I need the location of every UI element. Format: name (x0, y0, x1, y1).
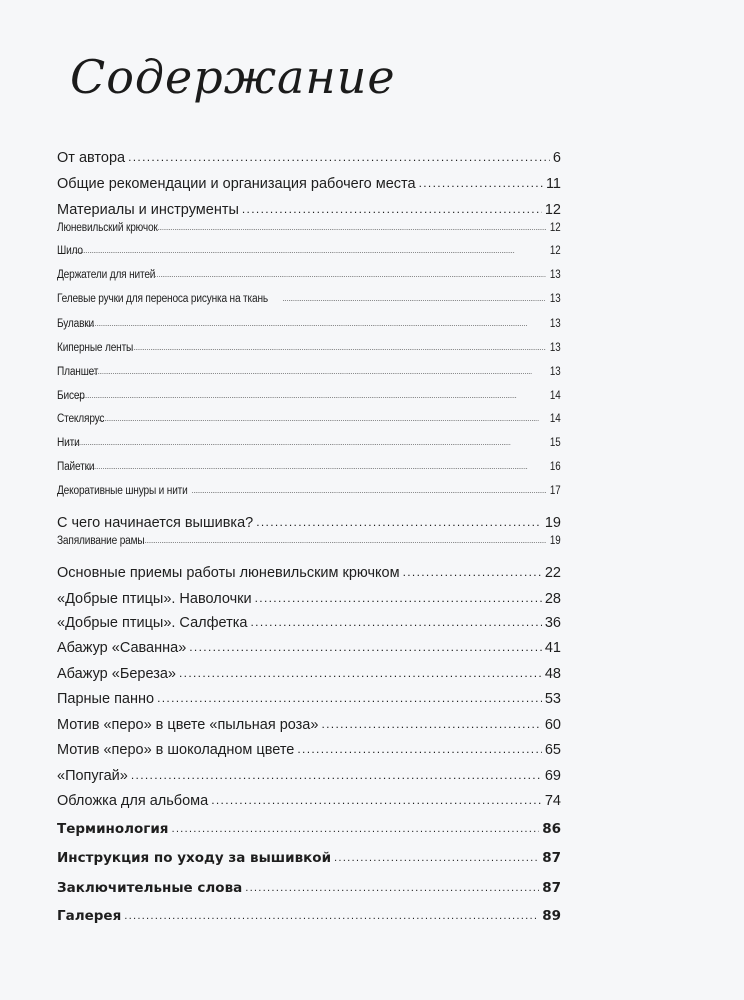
dot-leader (157, 225, 545, 232)
toc-entry-title: «Добрые птицы». Наволочки (57, 591, 252, 607)
toc-entry-title: Пайетки (57, 461, 95, 473)
dot-leader (250, 615, 541, 629)
toc-entry-page: 14 (549, 390, 561, 402)
toc-entry (57, 793, 561, 809)
page-title: Содержание (70, 50, 396, 104)
toc-entry (57, 742, 561, 758)
toc-entry-title: Галерея (57, 908, 122, 924)
dot-leader (157, 691, 542, 705)
dot-leader (245, 883, 539, 894)
toc-entry (57, 591, 561, 607)
toc-entry-title: «Попугай» (57, 768, 128, 784)
toc-entry-title: Шило (57, 245, 83, 257)
toc-entry-page: 60 (544, 717, 561, 733)
toc-entry-page: 69 (544, 768, 561, 784)
toc-entry (57, 717, 561, 733)
toc-entry (57, 366, 561, 378)
toc-entry-title: «Добрые птицы». Салфетка (57, 615, 248, 631)
dot-leader (255, 591, 542, 605)
toc-entry (57, 908, 561, 924)
toc-entry-title: Терминология (57, 821, 169, 837)
toc-entry (57, 880, 561, 896)
toc-entry-page: 14 (549, 413, 561, 425)
toc-entry-page: 28 (544, 591, 561, 607)
toc-entry (57, 293, 561, 305)
dot-leader (131, 768, 542, 782)
toc-entry (57, 768, 561, 784)
toc-entry-title: Общие рекомендации и организация рабочего места (57, 176, 416, 192)
toc-entry-title: Декоративные шнуры и нити (57, 485, 188, 497)
dot-leader (189, 640, 542, 654)
toc-entry-page: 13 (549, 269, 561, 281)
toc-entry (57, 535, 561, 547)
dot-leader (90, 369, 546, 376)
toc-entry (57, 691, 561, 707)
toc-entry (57, 515, 561, 531)
toc-entry-page: 12 (544, 202, 561, 218)
toc-entry-page: 13 (549, 293, 561, 305)
toc-entry-page: 89 (542, 908, 561, 924)
toc-entry-page: 11 (545, 176, 561, 192)
toc-entry-page: 22 (544, 565, 561, 581)
toc-entry-page: 12 (549, 245, 561, 257)
toc-entry (57, 640, 561, 656)
toc-entry (57, 413, 561, 425)
toc-entry-title: Мотив «перо» в шоколадном цвете (57, 742, 295, 758)
toc-entry-title: Заключительные слова (57, 880, 243, 896)
toc-entry-page: 86 (542, 821, 561, 837)
toc-entry-title: Основные приемы работы люневильским крючком (57, 565, 400, 581)
toc-entry-page: 19 (544, 515, 561, 531)
dot-leader (130, 345, 546, 352)
toc-entry-title: Абажур «Саванна» (57, 640, 187, 656)
toc-entry-title: Булавки (57, 318, 95, 330)
toc-entry-page: 87 (542, 880, 561, 896)
dot-leader (403, 565, 542, 579)
dot-leader (142, 538, 545, 545)
dot-leader (242, 202, 542, 216)
toc-entry-title: Мотив «перо» в цвете «пыльная роза» (57, 717, 319, 733)
toc-entry-page: 12 (549, 222, 561, 234)
dot-leader (72, 248, 545, 255)
toc-entry-title: Запяливание рамы (57, 535, 145, 547)
toc-entry-page: 36 (544, 615, 561, 631)
toc-entry (57, 461, 561, 473)
dot-leader (97, 416, 546, 423)
toc-entry (57, 565, 561, 581)
dot-leader (155, 272, 546, 279)
toc-entry-title: Материалы и инструменты (57, 202, 239, 218)
toc-entry-title: Инструкция по уходу за вышивкой (57, 850, 332, 866)
toc-entry-title: Гелевые ручки для переноса рисунка на ткань (57, 293, 268, 305)
toc-entry (57, 202, 561, 218)
toc-entry (57, 850, 561, 866)
toc-entry-page: 48 (544, 666, 561, 682)
toc-entry-page: 16 (549, 461, 561, 473)
toc-entry-page: 74 (544, 793, 561, 809)
toc-entry (57, 615, 561, 631)
dot-leader (334, 853, 539, 864)
dot-leader (179, 666, 542, 680)
toc-entry-page: 19 (549, 535, 561, 547)
toc-entry (57, 245, 561, 257)
toc-entry-title: Обложка для альбома (57, 793, 209, 809)
toc-entry-page: 13 (549, 318, 561, 330)
dot-leader (124, 911, 539, 922)
toc-entry-page: 41 (544, 640, 561, 656)
toc-entry-title: Нити (57, 437, 80, 449)
toc-entry-title: Люневильский крючок (57, 222, 158, 234)
toc-entry (57, 150, 561, 166)
dot-leader (211, 793, 542, 807)
toc-entry-title: Парные панно (57, 691, 155, 707)
dot-leader (297, 742, 541, 756)
toc-entry (57, 269, 561, 281)
dot-leader (85, 464, 545, 471)
toc-entry-page: 53 (544, 691, 561, 707)
toc-entry-page: 13 (549, 366, 561, 378)
dot-leader (191, 488, 545, 495)
dot-leader (128, 150, 550, 164)
toc-entry (57, 821, 561, 837)
toc-entry-page: 65 (544, 742, 561, 758)
toc-entry (57, 318, 561, 330)
toc-entry-title: Стеклярус (57, 413, 105, 425)
toc-entry-page: 17 (549, 485, 561, 497)
toc-entry (57, 176, 561, 192)
toc-entry (57, 390, 561, 402)
dot-leader (85, 321, 546, 328)
toc-entry (57, 222, 561, 234)
dot-leader (69, 440, 546, 447)
toc-entry-title: Бисер (57, 390, 85, 402)
toc-entry-title: От автора (57, 150, 126, 166)
toc-entry-title: Киперные ленты (57, 342, 134, 354)
toc-entry-title: С чего начинается вышивка? (57, 515, 254, 531)
dot-leader (171, 824, 539, 835)
dot-leader (419, 176, 543, 190)
dot-leader (321, 717, 541, 731)
toc-entry-page: 87 (542, 850, 561, 866)
toc-entry-page: 13 (549, 342, 561, 354)
toc-entry-title: Планшет (57, 366, 99, 378)
toc-entry-title: Держатели для нитей (57, 269, 156, 281)
toc-entry (57, 485, 561, 497)
toc-entry (57, 342, 561, 354)
toc-entry (57, 666, 561, 682)
dot-leader (75, 393, 546, 400)
toc-entry (57, 437, 561, 449)
dot-leader (283, 296, 546, 303)
toc-entry-page: 15 (549, 437, 561, 449)
toc-entry-page: 6 (552, 150, 561, 166)
toc-entry-title: Абажур «Береза» (57, 666, 176, 682)
dot-leader (256, 515, 542, 529)
